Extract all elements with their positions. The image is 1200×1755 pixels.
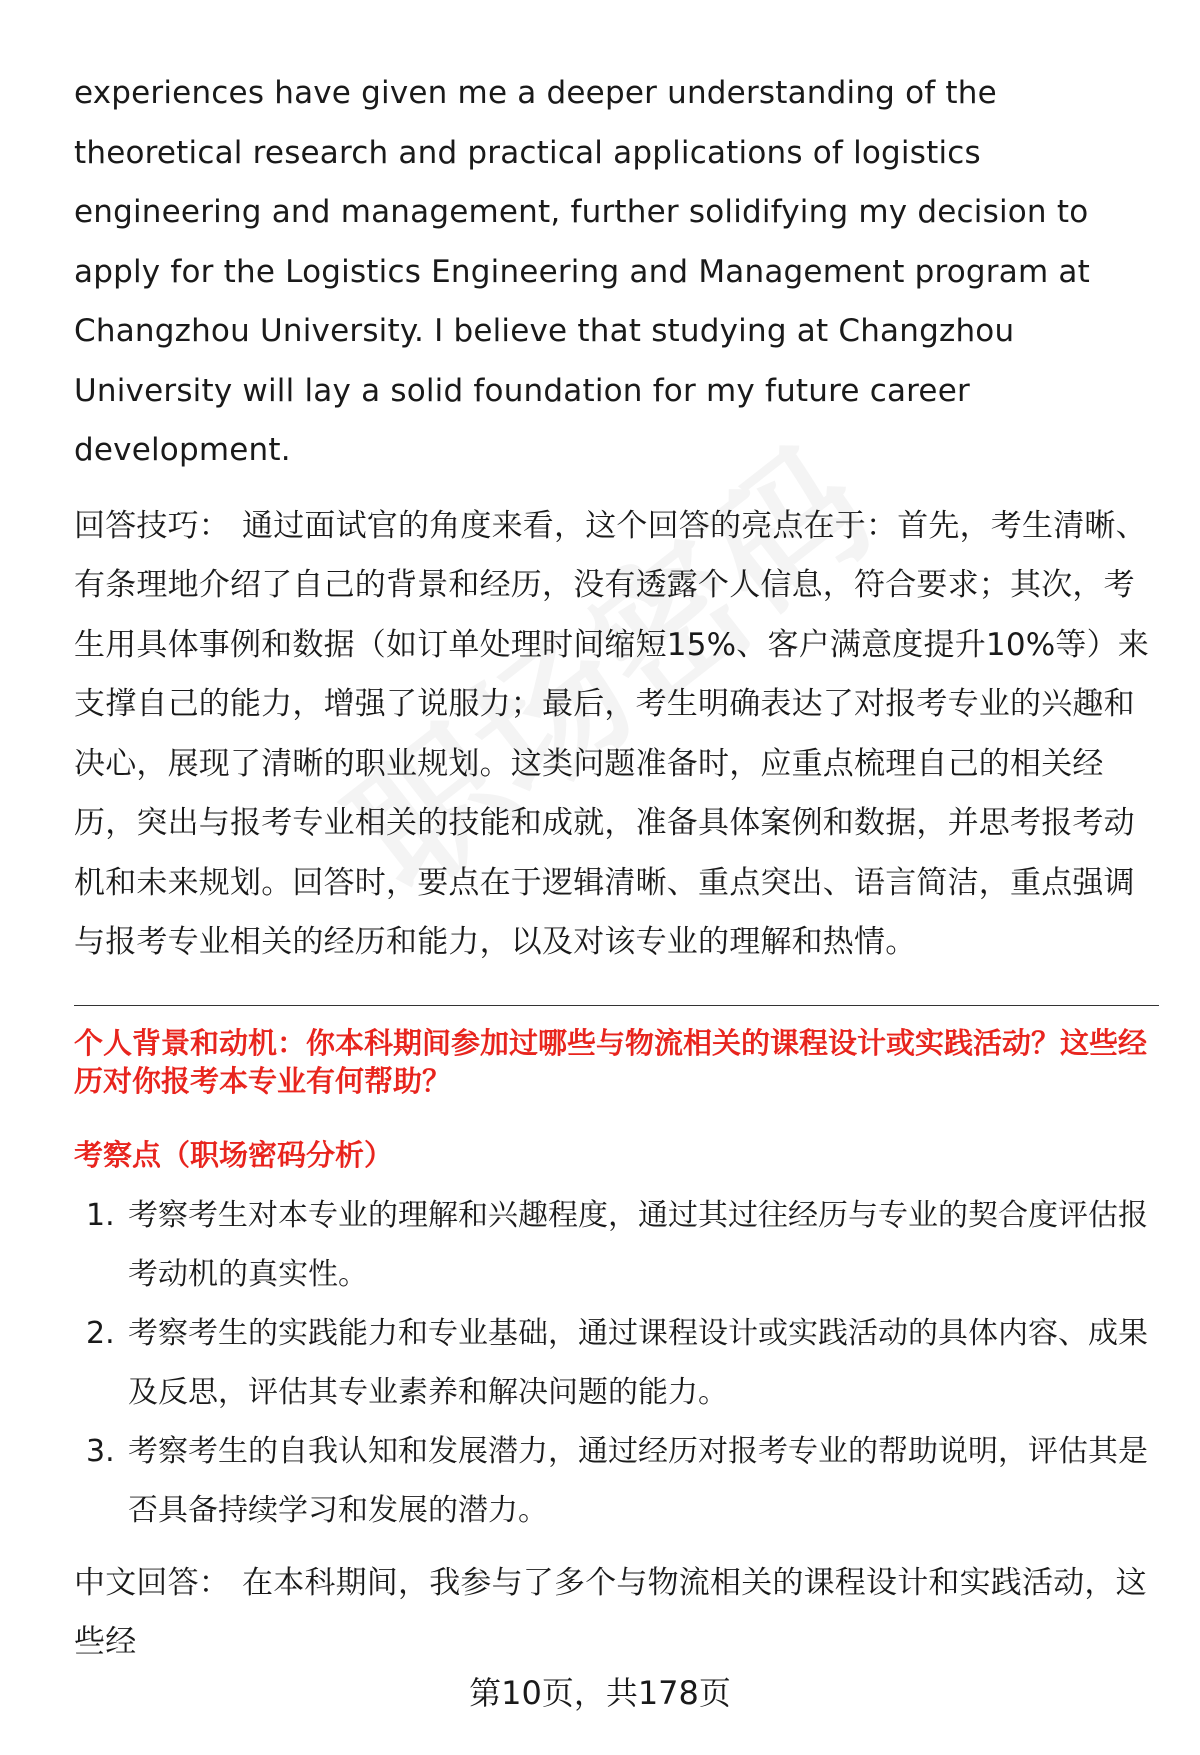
assessment-item-text: 考察考生对本专业的理解和兴趣程度，通过其过往经历与专业的契合度评估报考动机的真实性。 <box>128 1197 1148 1292</box>
document-page <box>74 64 1159 1673</box>
chinese-answer-label: 中文回答： <box>74 1564 230 1601</box>
chinese-answer-text: 在本科期间，我参与了多个与物流相关的课程设计和实践活动，这些经 <box>74 1564 1147 1660</box>
assessment-item-text: 考察考生的自我认知和发展潜力，通过经历对报考专业的帮助说明，评估其是否具备持续学习和发展的潜力。 <box>128 1433 1148 1528</box>
assessment-item-number: 1. <box>86 1197 115 1233</box>
page-number: 第10页，共178页 <box>469 1674 731 1712</box>
section-divider <box>74 1005 1159 1006</box>
assessment-item-number: 3. <box>86 1433 115 1469</box>
assessment-title: 考察点（职场密码分析） <box>74 1137 394 1172</box>
answer-tips-paragraph <box>74 497 1159 973</box>
assessment-item-text: 考察考生的实践能力和专业基础，通过课程设计或实践活动的具体内容、成果及反思，评估其专业素养和解决问题的能力。 <box>128 1315 1148 1410</box>
english-answer-paragraph: experiences have given me a deeper understanding of the theoretical research and practical applications of logistics engineering and management, further solidifying my decision to apply for the Logistics Engineering and Management program at Changzhou University. I believe that studying at Changzhou University will lay a solid foundation for my future career development. <box>74 75 1090 468</box>
assessment-item <box>74 1422 1159 1540</box>
answer-tips-label: 回答技巧： <box>74 507 230 544</box>
interview-question: 个人背景和动机：你本科期间参加过哪些与物流相关的课程设计或实践活动？这些经历对你报考本专业有何帮助？ <box>74 1025 1148 1098</box>
chinese-answer-paragraph <box>74 1554 1159 1673</box>
assessment-item-number: 2. <box>86 1315 115 1351</box>
assessment-item <box>74 1304 1159 1422</box>
assessment-item <box>74 1186 1159 1304</box>
answer-tips-text: 通过面试官的角度来看，这个回答的亮点在于：首先，考生清晰、有条理地介绍了自己的背景和经历，没有透露个人信息，符合要求；其次，考生用具体事例和数据（如订单处理时间缩短15%、客户满意度提升10%等）来支撑自己的能力，增强了说服力；最后，考生明确表达了对报考专业的兴趣和决心，展现了清晰的职业规划。这类问题准备时，应重点梳理自己的相关经历，突出与报考专业相关的技能和成就，准备具体案例和数据，并思考报考动机和未来规划。回答时，要点在于逻辑清晰、重点突出、语言简洁，重点强调与报考专业相关的经历和能力，以及对该专业的理解和热情。 <box>74 507 1150 960</box>
assessment-list <box>74 1186 1159 1540</box>
